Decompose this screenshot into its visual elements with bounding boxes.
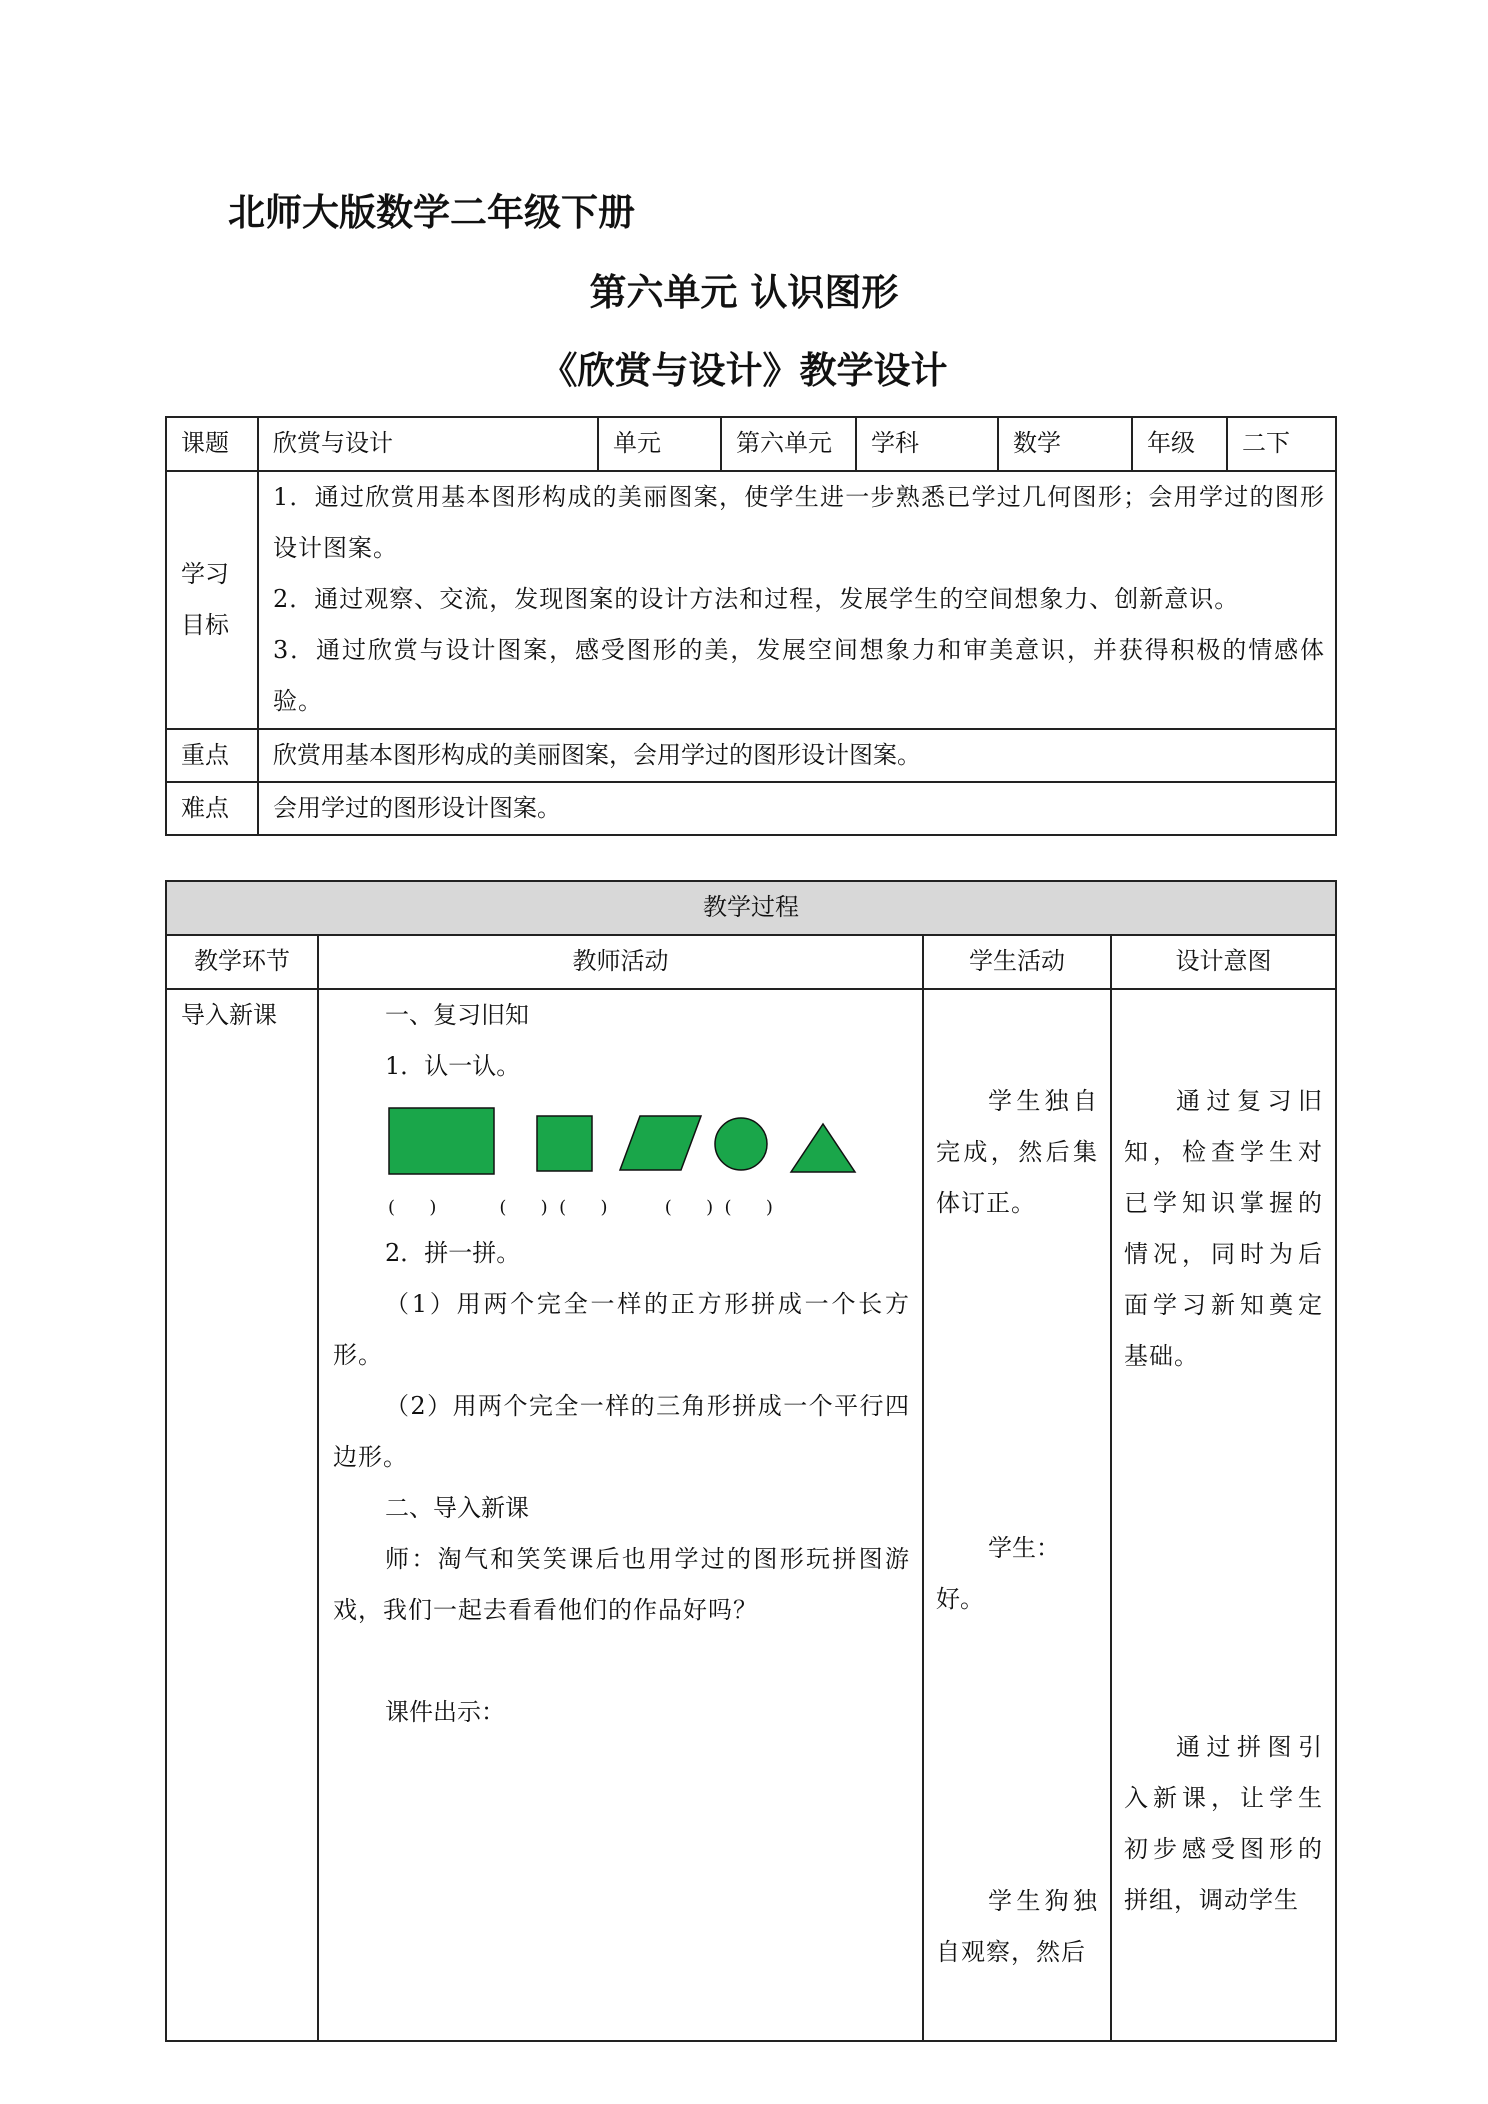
square-shape	[537, 1116, 592, 1171]
goals-content	[258, 471, 1336, 729]
key-value: 欣赏用基本图形构成的美丽图案，会用学过的图形设计图案。	[258, 729, 1336, 782]
grade-value: 二下	[1227, 417, 1336, 471]
intent-note-2: 通过拼图引入新课，让学生初步感受图形的拼组，调动学生	[1124, 1733, 1323, 1914]
task-2: （2）用两个完全一样的三角形拼成一个平行四边形。	[333, 1392, 910, 1471]
student-note-2: 学生：好。	[936, 1534, 1060, 1613]
goal-item: 1．通过欣赏用基本图形构成的美丽图案，使学生进一步熟悉已学过几何图形；会用学过的图形设计图案。	[273, 483, 1325, 562]
review-heading: 一、复习旧知	[385, 1001, 529, 1029]
column-header: 教师活动	[318, 935, 923, 989]
unit-title: 第六单元 认识图形	[589, 271, 899, 314]
subject-label: 学科	[856, 417, 998, 471]
stage-cell: 导入新课	[166, 989, 318, 2041]
goals-label-line2: 目标	[181, 611, 229, 639]
topic-label: 课题	[166, 417, 258, 471]
task-1: （1）用两个完全一样的正方形拼成一个长方形。	[333, 1290, 910, 1369]
intro-text: 师：淘气和笑笑课后也用学过的图形玩拼图游戏，我们一起去看看他们的作品好吗？	[333, 1545, 910, 1624]
courseware-label: 课件出示：	[385, 1698, 505, 1726]
circle-shape	[715, 1118, 767, 1170]
process-title: 教学过程	[166, 881, 1336, 935]
subject-value: 数学	[998, 417, 1132, 471]
parallelogram-shape	[620, 1116, 701, 1170]
goals-label-line1: 学习	[181, 560, 229, 588]
book-title: 北师大版数学二年级下册	[228, 191, 635, 234]
teaching-process-table	[165, 880, 1337, 2042]
student-note-1: 学生独自完成，然后集体订正。	[936, 1087, 1098, 1217]
key-label: 重点	[166, 729, 258, 782]
intent-note-1: 通过复习旧知，检查学生对已学知识掌握的情况，同时为后面学习新知奠定基础。	[1124, 1087, 1323, 1370]
triangle-shape	[791, 1124, 855, 1172]
goal-item: 3．通过欣赏与设计图案，感受图形的美，发展空间想象力和审美意识，并获得积极的情感体验。	[273, 636, 1325, 715]
difficulty-label: 难点	[166, 782, 258, 835]
column-header: 设计意图	[1111, 935, 1336, 989]
column-header: 学生活动	[923, 935, 1111, 989]
lesson-info-table	[165, 416, 1337, 836]
lesson-title: 《欣赏与设计》教学设计	[540, 349, 948, 392]
intro-heading: 二、导入新课	[385, 1494, 529, 1522]
shapes-row	[333, 1092, 910, 1188]
student-note-3: 学生狗独自观察，然后	[936, 1887, 1098, 1966]
answer-blanks: ( ) ( ) ( ) ( ) ( )	[388, 1197, 773, 1218]
topic-value: 欣赏与设计	[258, 417, 598, 471]
column-header: 教学环节	[166, 935, 318, 989]
teacher-activity	[318, 989, 923, 2041]
rectangle-shape	[389, 1108, 494, 1174]
grade-label: 年级	[1132, 417, 1227, 471]
difficulty-value: 会用学过的图形设计图案。	[258, 782, 1336, 835]
item-identify: 1．认一认。	[385, 1052, 521, 1080]
design-intent	[1111, 989, 1336, 2041]
goal-item: 2．通过观察、交流，发现图案的设计方法和过程，发展学生的空间想象力、创新意识。	[273, 585, 1240, 613]
goals-label	[166, 471, 258, 729]
unit-value: 第六单元	[721, 417, 856, 471]
student-activity	[923, 989, 1111, 2041]
item-assemble: 2．拼一拼。	[385, 1239, 521, 1267]
shapes-figure	[333, 1092, 893, 1188]
unit-label: 单元	[598, 417, 721, 471]
